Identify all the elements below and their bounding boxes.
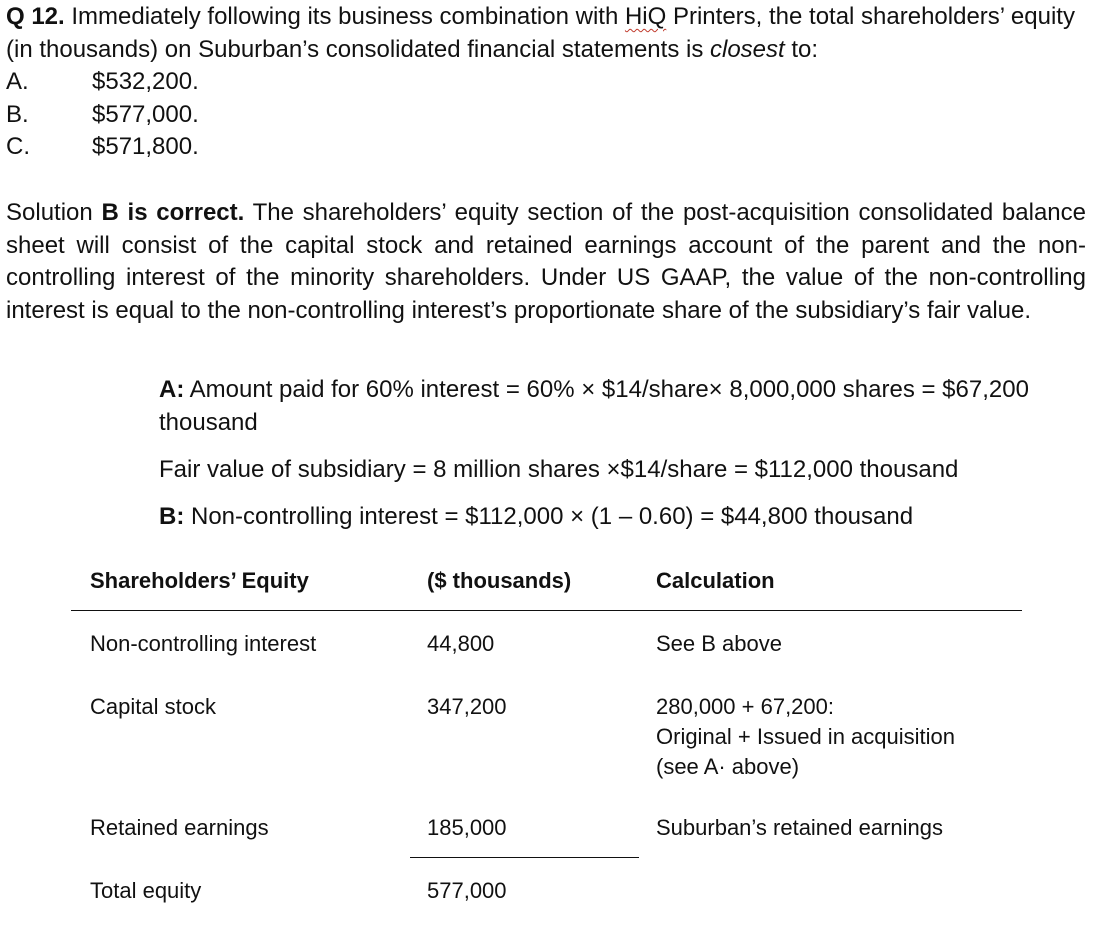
calc-a-text: Amount paid for 60% interest = 60% × $14/share× 8,000,000 shares = $67,200 thousand	[159, 376, 1029, 436]
calc-b-text: Non-controlling interest = $112,000 × (1 – 0.60) = $44,800 thousand	[184, 503, 914, 530]
option-text: $571,800.	[92, 133, 199, 160]
option-letter: B.	[6, 100, 29, 128]
subtotal-rule	[410, 857, 639, 858]
table-row-calc: Original + Issued in acquisition	[656, 724, 955, 749]
solution-body: The shareholders’ equity section of the post-acquisition consolidated balance sheet will consist of the capital stock and retained earnings account of the parent and the non-controlling interest of the minority shareholders. Under US GAAP, the value of the non-controlling interest is equal to the non-controlling interest’s proportionate share of the subsidiary’s fair value.	[6, 199, 1086, 324]
calc-b-label: B:	[159, 503, 185, 530]
question-number: Q 12.	[6, 3, 65, 30]
question-stem-text-2: Printers, the total shareholders’ equity (in thousands) on Suburban’s consolidated financial statements is	[6, 3, 1075, 63]
solution-lead: Solution	[6, 199, 102, 226]
table-row-item: Non-controlling interest	[90, 631, 317, 656]
table-row-amount: 577,000	[427, 878, 507, 903]
calc-b	[159, 501, 1049, 534]
answer-options	[6, 66, 199, 164]
calc-a	[159, 374, 1049, 439]
question-stem	[6, 1, 1086, 66]
option-b	[6, 99, 199, 132]
option-a	[6, 66, 199, 99]
table-row-calc: 280,000 + 67,200:	[656, 694, 834, 719]
table-row-item: Capital stock	[90, 694, 216, 719]
solution-paragraph	[6, 197, 1086, 327]
question-stem-text: Immediately following its business combination with	[64, 3, 625, 30]
question-stem-end: to:	[784, 35, 819, 63]
table-row-calc: Suburban’s retained earnings	[656, 815, 944, 840]
option-text: $577,000.	[92, 100, 199, 128]
table-row-item: Retained earnings	[90, 815, 269, 840]
table-row-calc: (see A· above)	[656, 754, 800, 779]
table-header-item: Shareholders’ Equity	[90, 568, 309, 593]
table-row-amount: 44,800	[427, 631, 495, 656]
option-c	[6, 131, 199, 164]
question-emphasis: closest	[709, 35, 785, 63]
table-row-calc: See B above	[656, 631, 782, 656]
table-header-rule	[71, 610, 1022, 611]
option-text: $532,200.	[92, 68, 199, 95]
option-letter: C.	[6, 133, 30, 160]
calc-fair-value: Fair value of subsidiary = 8 million shares ×$14/share = $112,000 thousand	[159, 456, 959, 483]
table-row-amount: 185,000	[427, 815, 507, 840]
table-row-amount: 347,200	[427, 694, 507, 719]
company-name-spellcheck: HiQ	[624, 3, 667, 30]
solution-verdict: B is correct.	[101, 199, 245, 226]
table-row-item: Total equity	[90, 878, 202, 903]
table-header-calculation: Calculation	[656, 568, 775, 593]
option-letter: A.	[6, 68, 29, 95]
table-header-amount: ($ thousands)	[427, 568, 572, 593]
calc-a-label: A:	[159, 376, 185, 403]
